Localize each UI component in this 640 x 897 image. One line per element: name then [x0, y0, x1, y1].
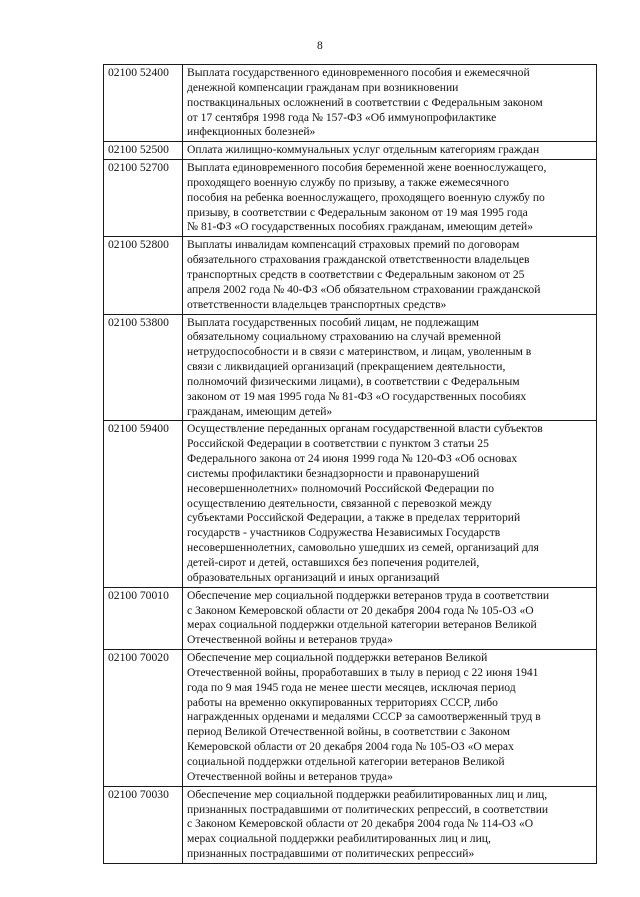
description-line: Выплата государственного единовременного пособия и ежемесячной	[187, 66, 530, 79]
row-description	[183, 65, 597, 142]
row-description	[183, 786, 597, 863]
description-line: Обеспечение мер социальной поддержки ветеранов Великой	[187, 651, 488, 665]
description-line: инфекционных болезней»	[187, 125, 316, 139]
description-line: обязательного страхования гражданской ответственности владельцев	[187, 253, 530, 267]
description-line: обязательному социальному страхованию на случай временной	[187, 330, 501, 344]
description-line: субъектами Российской Федерации, а также в пределах территорий	[187, 511, 521, 525]
description-line: детей-сирот и детей, оставшихся без попечения родителей,	[187, 556, 480, 569]
row-description	[183, 142, 597, 160]
table-row	[104, 786, 597, 863]
description-line: законом от 19 мая 1995 года № 81-ФЗ «О государственных пособиях	[187, 389, 527, 403]
description-line: Обеспечение мер социальной поддержки реабилитированных лиц и лиц,	[187, 787, 548, 801]
table-row	[104, 160, 597, 237]
description-line: Обеспечение мер социальной поддержки ветеранов труда в соответствии	[187, 588, 550, 602]
description-line: проходящего военную службу по призыву, а также ежемесячного	[187, 175, 510, 189]
table-row	[104, 650, 597, 787]
budget-codes-table	[103, 64, 597, 864]
description-line: от 17 сентября 1998 года № 157-ФЗ «Об иммунопрофилактике	[187, 110, 497, 124]
description-line: образовательных организаций и иных организаций	[187, 570, 440, 584]
description-line: гражданам, имеющим детей»	[187, 404, 333, 418]
row-description	[183, 587, 597, 649]
description-line: пособия на ребенка военнослужащего, проходящего военную службу по	[187, 190, 545, 204]
description-line: нетрудоспособности и в связи с материнством, и лицам, уволенным в	[187, 345, 532, 359]
description-line: Выплаты инвалидам компенсаций страховых премий по договорам	[187, 238, 520, 252]
row-code: 02100 70020	[104, 650, 183, 787]
description-line: Выплата государственных пособий лицам, не подлежащим	[187, 315, 480, 329]
description-line: связи с ликвидацией организаций (прекращением деятельности,	[187, 360, 506, 374]
row-code: 02100 52400	[104, 65, 183, 142]
description-line: системы профилактики безнадзорности и правонарушений	[187, 466, 480, 480]
description-line: Федерального закона от 24 июня 1999 года № 120-ФЗ «Об основах	[187, 452, 518, 466]
description-line: признанных пострадавшими от политических репрессий, в соответствии	[187, 802, 549, 816]
description-line: признанных пострадавшими от политических репрессий»	[187, 847, 475, 861]
description-line: с Законом Кемеровской области от 20 декабря 2004 года № 105-ОЗ «О	[187, 603, 534, 617]
description-line: мерах социальной поддержки реабилитированных лиц и лиц,	[187, 832, 491, 846]
description-line: Осуществление переданных органам государственной власти субъектов	[187, 422, 543, 436]
description-line: социальной поддержки отдельной категории ветеранов Великой	[187, 754, 505, 768]
table-row	[104, 314, 597, 421]
row-code: 02100 52800	[104, 237, 183, 314]
table-row	[104, 237, 597, 314]
description-line: Кемеровской области от 20 декабря 2004 года № 105-ОЗ «О мерах	[187, 740, 514, 754]
description-line: года по 9 мая 1945 года не менее шести месяцев, исключая период	[187, 680, 516, 694]
row-code: 02100 70010	[104, 587, 183, 649]
row-code: 02100 59400	[104, 421, 183, 587]
description-line: несовершеннолетних, самовольно ушедших из семей, организаций для	[187, 541, 539, 555]
description-line: ответственности владельцев транспортных средств»	[187, 297, 447, 311]
description-line: осуществлению деятельности, связанной с перевозкой между	[187, 496, 492, 510]
row-description	[183, 314, 597, 421]
description-line: мерах социальной поддержки отдельной категории ветеранов Великой	[187, 618, 537, 632]
row-code: 02100 52700	[104, 160, 183, 237]
description-line: транспортных средств в соответствии с Федеральным законом от 25	[187, 267, 525, 281]
row-description	[183, 160, 597, 237]
row-code: 02100 53800	[104, 314, 183, 421]
row-description	[183, 421, 597, 587]
description-line: Отечественной войны и ветеранов труда»	[187, 769, 393, 783]
description-line: денежной компенсации гражданам при возникновении	[187, 80, 459, 94]
table-row	[104, 142, 597, 160]
row-code: 02100 70030	[104, 786, 183, 863]
description-line: Выплата единовременного пособия беременной жене военнослужащего,	[187, 161, 547, 175]
description-line: несовершеннолетних» полномочий Российской Федерации по	[187, 481, 495, 495]
page-number: 8	[317, 40, 323, 52]
description-line: полномочий физическими лицами), в соответствии с Федеральным	[187, 374, 520, 388]
row-description	[183, 650, 597, 787]
description-line: Отечественной войны, проработавших в тылу в период с 22 июня 1941	[187, 665, 539, 679]
table-row	[104, 65, 597, 142]
description-line: государств - участников Содружества Независимых Государств	[187, 526, 501, 540]
row-code: 02100 52500	[104, 142, 183, 160]
description-line: № 81-ФЗ «О государственных пособиях гражданам, имеющим детей»	[187, 220, 534, 234]
description-line: награжденных орденами и медалями СССР за самоотверженный труд в	[187, 710, 541, 724]
description-line: период Великой Отечественной войны, в соответствии с Законом	[187, 725, 510, 739]
table-row	[104, 587, 597, 649]
description-line: Оплата жилищно-коммунальных услуг отдельным категориям граждан	[187, 143, 540, 157]
description-line: апреля 2002 года № 40-ФЗ «Об обязательном страховании гражданской	[187, 282, 541, 296]
description-line: призыву, в соответствии с Федеральным законом от 19 мая 1995 года	[187, 205, 528, 219]
description-line: поствакцинальных осложнений в соответствии с Федеральным законом	[187, 95, 543, 109]
row-description	[183, 237, 597, 314]
description-line: Отечественной войны и ветеранов труда»	[187, 633, 393, 647]
description-line: работы на временно оккупированных территориях СССР, либо	[187, 695, 498, 709]
table-row	[104, 421, 597, 587]
description-line: Российской Федерации в соответствии с пунктом 3 статьи 25	[187, 437, 489, 451]
description-line: с Законом Кемеровской области от 20 декабря 2004 года № 114-ОЗ «О	[187, 817, 534, 831]
